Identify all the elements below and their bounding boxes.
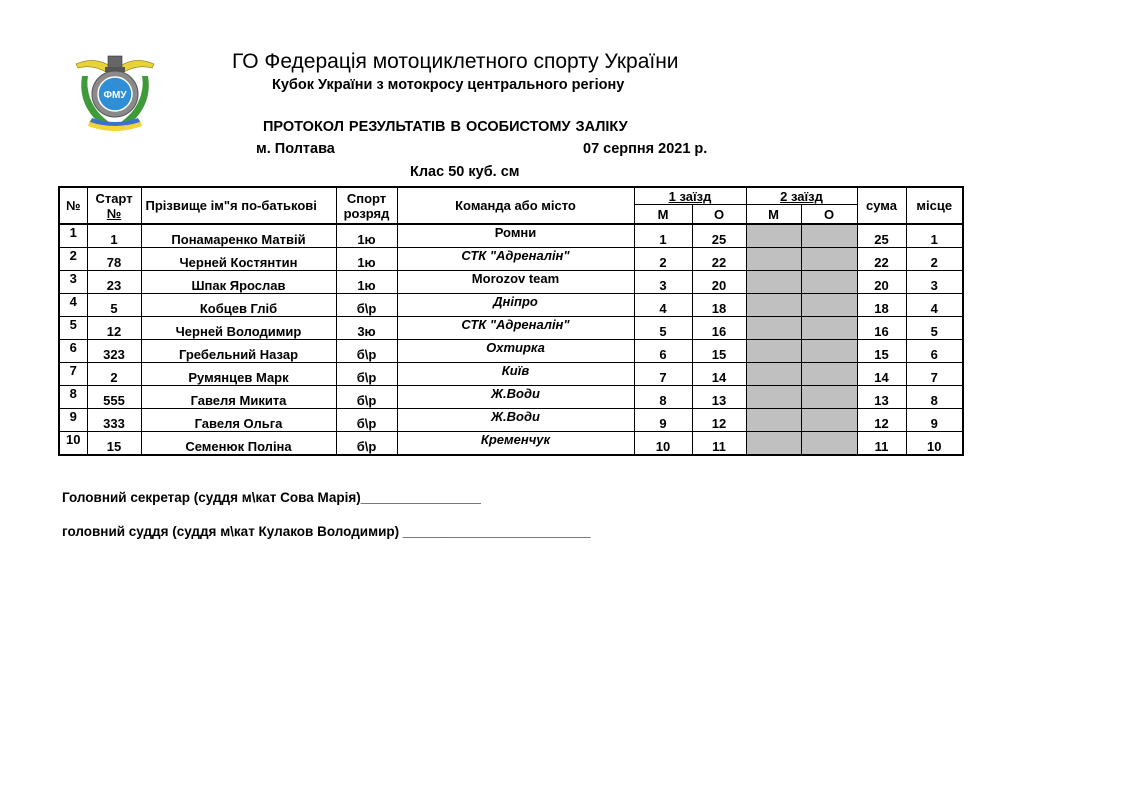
total-points: 13: [857, 386, 906, 409]
race2-position: [746, 340, 801, 363]
table-row: [59, 432, 963, 456]
total-points: 25: [857, 224, 906, 248]
race1-points: 14: [692, 363, 746, 386]
header-start: [87, 187, 141, 224]
header-race2-m: М: [746, 205, 801, 225]
results-table: [58, 186, 964, 456]
organization-title: ГО Федерація мотоциклетного спорту України: [232, 50, 679, 73]
emblem-icon: [72, 52, 158, 134]
race1-points: 11: [692, 432, 746, 456]
total-points: 14: [857, 363, 906, 386]
rider-name: Шпак Ярослав: [141, 271, 336, 294]
class-title: Клас 50 куб. см: [410, 164, 520, 180]
rider-name: Понамаренко Матвій: [141, 224, 336, 248]
final-place: 3: [906, 271, 963, 294]
race1-position: 6: [634, 340, 692, 363]
race1-points: 20: [692, 271, 746, 294]
sport-rank: б\р: [336, 363, 397, 386]
sport-rank: б\р: [336, 386, 397, 409]
final-place: 8: [906, 386, 963, 409]
rider-name: Гавеля Ольга: [141, 409, 336, 432]
race2-points: [801, 409, 857, 432]
row-no: 10: [59, 432, 87, 456]
final-place: 4: [906, 294, 963, 317]
team-or-city: СТК "Адреналін": [397, 248, 634, 271]
header-race1-label: 1 заїзд: [668, 188, 712, 204]
row-no: 5: [59, 317, 87, 340]
header-rank-line1: Спорт: [346, 190, 387, 206]
total-points: 16: [857, 317, 906, 340]
secretary-signature: Головний секретар (суддя м\кат Сова Марія)________________: [62, 490, 481, 505]
final-place: 9: [906, 409, 963, 432]
race2-points: [801, 248, 857, 271]
header-start-line2: №: [106, 205, 122, 221]
sport-rank: б\р: [336, 340, 397, 363]
row-no: 8: [59, 386, 87, 409]
race2-points: [801, 386, 857, 409]
table-row: [59, 340, 963, 363]
header-team: Команда або місто: [397, 187, 634, 224]
event-city: м. Полтава: [256, 141, 335, 157]
table-row: [59, 363, 963, 386]
total-points: 15: [857, 340, 906, 363]
race2-position: [746, 409, 801, 432]
race2-position: [746, 294, 801, 317]
rider-name: Гребельний Назар: [141, 340, 336, 363]
race1-position: 5: [634, 317, 692, 340]
header-race1-o: О: [692, 205, 746, 225]
row-no: 4: [59, 294, 87, 317]
team-or-city: Ж.Води: [397, 409, 634, 432]
team-or-city: Охтирка: [397, 340, 634, 363]
race2-position: [746, 432, 801, 456]
judge-signature: головний суддя (суддя м\кат Кулаков Володимир) _________________________: [62, 524, 591, 539]
race2-position: [746, 248, 801, 271]
table-row: [59, 271, 963, 294]
race1-position: 8: [634, 386, 692, 409]
race2-points: [801, 432, 857, 456]
event-date: 07 серпня 2021 р.: [583, 141, 708, 157]
rider-name: Румянцев Марк: [141, 363, 336, 386]
sport-rank: б\р: [336, 409, 397, 432]
team-or-city: Кременчук: [397, 432, 634, 456]
header-place: місце: [906, 187, 963, 224]
start-number: 23: [87, 271, 141, 294]
final-place: 7: [906, 363, 963, 386]
cup-title: Кубок України з мотокросу центрального регіону: [272, 77, 625, 93]
total-points: 22: [857, 248, 906, 271]
race2-points: [801, 271, 857, 294]
race2-position: [746, 363, 801, 386]
start-number: 2: [87, 363, 141, 386]
protocol-title: ПРОТОКОЛ РЕЗУЛЬТАТІВ В ОСОБИСТОМУ ЗАЛІКУ: [263, 119, 628, 135]
race1-position: 2: [634, 248, 692, 271]
race1-position: 1: [634, 224, 692, 248]
race2-points: [801, 340, 857, 363]
sport-rank: б\р: [336, 294, 397, 317]
race1-points: 25: [692, 224, 746, 248]
svg-text:ФМУ: ФМУ: [103, 90, 127, 101]
race1-position: 7: [634, 363, 692, 386]
race1-position: 10: [634, 432, 692, 456]
row-no: 1: [59, 224, 87, 248]
total-points: 18: [857, 294, 906, 317]
rider-name: Гавеля Микита: [141, 386, 336, 409]
table-row: [59, 386, 963, 409]
race2-position: [746, 386, 801, 409]
team-or-city: СТК "Адреналін": [397, 317, 634, 340]
row-no: 2: [59, 248, 87, 271]
race1-position: 3: [634, 271, 692, 294]
row-no: 7: [59, 363, 87, 386]
rider-name: Черней Костянтин: [141, 248, 336, 271]
final-place: 10: [906, 432, 963, 456]
header-rank-line2: розряд: [343, 205, 390, 221]
team-or-city: Дніпро: [397, 294, 634, 317]
race2-position: [746, 224, 801, 248]
rider-name: Семенюк Поліна: [141, 432, 336, 456]
start-number: 1: [87, 224, 141, 248]
sport-rank: б\р: [336, 432, 397, 456]
table-row: [59, 294, 963, 317]
team-or-city: Morozov team: [397, 271, 634, 294]
final-place: 1: [906, 224, 963, 248]
header-rank: [336, 187, 397, 224]
race1-points: 18: [692, 294, 746, 317]
team-or-city: Київ: [397, 363, 634, 386]
total-points: 12: [857, 409, 906, 432]
sport-rank: 1ю: [336, 271, 397, 294]
final-place: 2: [906, 248, 963, 271]
race1-points: 15: [692, 340, 746, 363]
row-no: 9: [59, 409, 87, 432]
header-race2-label: 2 заїзд: [780, 188, 823, 204]
race1-points: 13: [692, 386, 746, 409]
start-number: 78: [87, 248, 141, 271]
header-race2: [746, 187, 857, 205]
team-or-city: Ж.Води: [397, 386, 634, 409]
rider-name: Кобцев Гліб: [141, 294, 336, 317]
table-row: [59, 224, 963, 248]
header-name: Прізвище ім"я по-батькові: [141, 187, 336, 224]
race1-position: 4: [634, 294, 692, 317]
team-or-city: Ромни: [397, 224, 634, 248]
race1-points: 22: [692, 248, 746, 271]
start-number: 333: [87, 409, 141, 432]
start-number: 555: [87, 386, 141, 409]
race2-points: [801, 363, 857, 386]
race1-points: 12: [692, 409, 746, 432]
total-points: 20: [857, 271, 906, 294]
final-place: 6: [906, 340, 963, 363]
federation-logo: [72, 52, 158, 134]
sport-rank: 1ю: [336, 248, 397, 271]
race1-position: 9: [634, 409, 692, 432]
rider-name: Черней Володимир: [141, 317, 336, 340]
start-number: 12: [87, 317, 141, 340]
race2-position: [746, 317, 801, 340]
header-race1: [634, 187, 746, 205]
header-no: №: [59, 187, 87, 224]
row-no: 6: [59, 340, 87, 363]
race2-points: [801, 224, 857, 248]
final-place: 5: [906, 317, 963, 340]
race2-points: [801, 294, 857, 317]
row-no: 3: [59, 271, 87, 294]
race1-points: 16: [692, 317, 746, 340]
header-sum: сума: [857, 187, 906, 224]
table-row: [59, 317, 963, 340]
header-race2-o: О: [801, 205, 857, 225]
header-race1-m: М: [634, 205, 692, 225]
header-start-line1: Старт: [95, 190, 133, 206]
sport-rank: 3ю: [336, 317, 397, 340]
start-number: 5: [87, 294, 141, 317]
race2-position: [746, 271, 801, 294]
start-number: 323: [87, 340, 141, 363]
total-points: 11: [857, 432, 906, 456]
table-row: [59, 409, 963, 432]
start-number: 15: [87, 432, 141, 456]
race2-points: [801, 317, 857, 340]
sport-rank: 1ю: [336, 224, 397, 248]
table-row: [59, 248, 963, 271]
